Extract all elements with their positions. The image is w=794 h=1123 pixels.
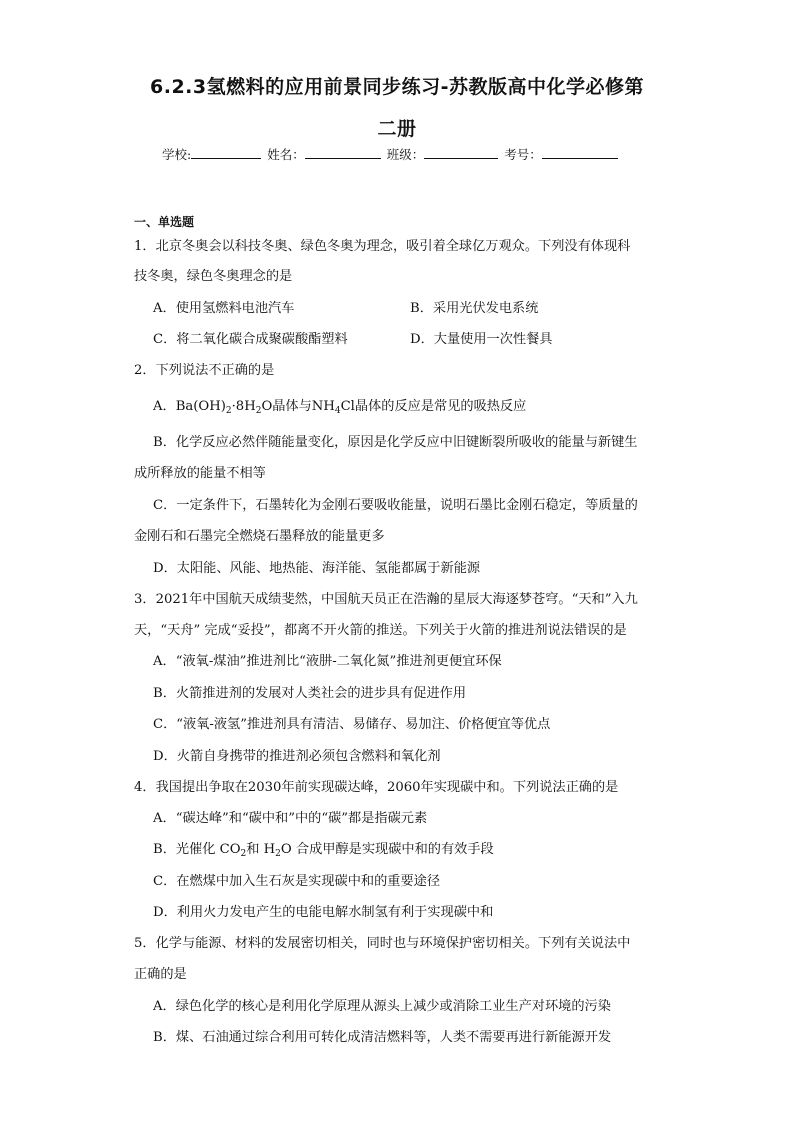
- q3-option-a: A．“液氧-煤油”推进剂比“液肼-二氧化氮”推进剂更便宜环保: [153, 654, 502, 669]
- q3-option-c: C．“液氧-液氢”推进剂具有清洁、易储存、易加注、价格便宜等优点: [153, 717, 551, 732]
- q2-a-pre: A．Ba: [153, 399, 194, 414]
- q4-option-c: C．在燃煤中加入生石灰是实现碳中和的重要途径: [153, 874, 441, 889]
- q2-option-b-line-1: B．化学反应必然伴随能量变化，原因是化学反应中旧键断裂所吸收的能量与新键生: [153, 435, 638, 450]
- q1-stem-line-2: 技冬奥，绿色冬奥理念的是: [134, 269, 293, 284]
- q2-a-sub-4: 4: [334, 406, 341, 416]
- q3-stem-line-1: 3．2021年中国航天成绩斐然，中国航天员正在浩瀚的星辰大海逐梦苍穹。“天和”入九: [134, 592, 638, 607]
- q1-option-d: D．大量使用一次性餐具: [410, 332, 553, 347]
- q4-b-pre: B．光催化 CO: [153, 842, 241, 857]
- q3-option-d: D．火箭自身携带的推进剂必须包含燃料和氧化剂: [153, 749, 441, 764]
- q4-option-d: D．利用火力发电产生的电能电解水制氢有利于实现碳中和: [153, 905, 494, 920]
- q4-b-sub-2: 2: [275, 849, 281, 859]
- name-label: 姓名：: [267, 147, 305, 162]
- q1-option-b: B．采用光伏发电系统: [410, 301, 539, 316]
- q4-b-post: O 合成甲醇是实现碳中和的有效手段: [280, 842, 494, 857]
- q2-option-c-line-2: 金刚石和石墨完全燃烧石墨释放的能量更多: [134, 529, 385, 544]
- q1-option-c: C．将二氧化碳合成聚碳酸酯塑料: [153, 332, 348, 347]
- q4-b-sub: 2: [240, 849, 247, 859]
- title-line-2: 二册: [377, 118, 417, 140]
- school-label: 学校:: [162, 147, 192, 162]
- q3-stem-line-2: 天，“天舟” 完成“妥投”，都离不开火箭的推送。下列关于火箭的推进剂说法错误的是: [134, 623, 627, 638]
- q2-a-post: Cl晶体的反应是常见的吸热反应: [340, 399, 527, 414]
- class-blank: [424, 145, 498, 159]
- q2-option-b-line-2: 成所释放的能量不相等: [134, 466, 266, 481]
- q2-a-sub-b: 2: [255, 406, 262, 416]
- q5-stem-line-2: 正确的是: [134, 967, 187, 982]
- q4-option-a: A．“碳达峰”和“碳中和”中的“碳”都是指碳元素: [153, 811, 428, 826]
- q4-stem: 4．我国提出争取在2030年前实现碳达峰，2060年实现碳中和。下列说法正确的是: [134, 780, 619, 795]
- q5-stem-line-1: 5．化学与能源、材料的发展密切相关，同时也与环境保护密切相关。下列有关说法中: [134, 936, 631, 951]
- q2-a-sub: 2: [225, 406, 232, 416]
- q1-option-a: A．使用氢燃料电池汽车: [153, 301, 295, 316]
- q2-a-mid2: O晶体与NH: [261, 399, 335, 414]
- q1-stem-line-1: 1．北京冬奥会以科技冬奥、绿色冬奥为理念，吸引着全球亿万观众。下列没有体现科: [134, 239, 631, 254]
- q2-option-a: [153, 395, 526, 414]
- q4-b-mid: 和 H: [246, 842, 276, 857]
- q4-option-b: [153, 838, 494, 857]
- q3-option-b: B．火箭推进剂的发展对人类社会的进步具有促进作用: [153, 686, 467, 701]
- q2-stem: 2．下列说法不正确的是: [134, 363, 275, 378]
- student-info-row: [162, 145, 620, 163]
- q2-option-d: D．太阳能、风能、地热能、海洋能、氢能都属于新能源: [153, 561, 481, 576]
- name-blank: [305, 145, 381, 159]
- q5-option-a: A．绿色化学的核心是利用化学原理从源头上减少或消除工业生产对环境的污染: [153, 999, 611, 1014]
- q2-a-oh: (OH): [193, 399, 226, 414]
- q5-option-b: B．煤、石油通过综合利用可转化成清洁燃料等，人类不需要再进行新能源开发: [153, 1030, 612, 1045]
- exam-no-label: 考号：: [504, 147, 542, 162]
- exam-no-blank: [542, 145, 618, 159]
- section-heading: 一、单选题: [134, 215, 195, 229]
- school-blank: [191, 145, 261, 159]
- title-line-1: 6.2.3氢燃料的应用前景同步练习-苏教版高中化学必修第: [150, 76, 644, 98]
- q2-a-mid: ·8H: [231, 399, 256, 414]
- q2-option-c-line-1: C．一定条件下，石墨转化为金刚石要吸收能量，说明石墨比金刚石稳定，等质量的: [153, 498, 638, 513]
- class-label: 班级：: [386, 147, 425, 162]
